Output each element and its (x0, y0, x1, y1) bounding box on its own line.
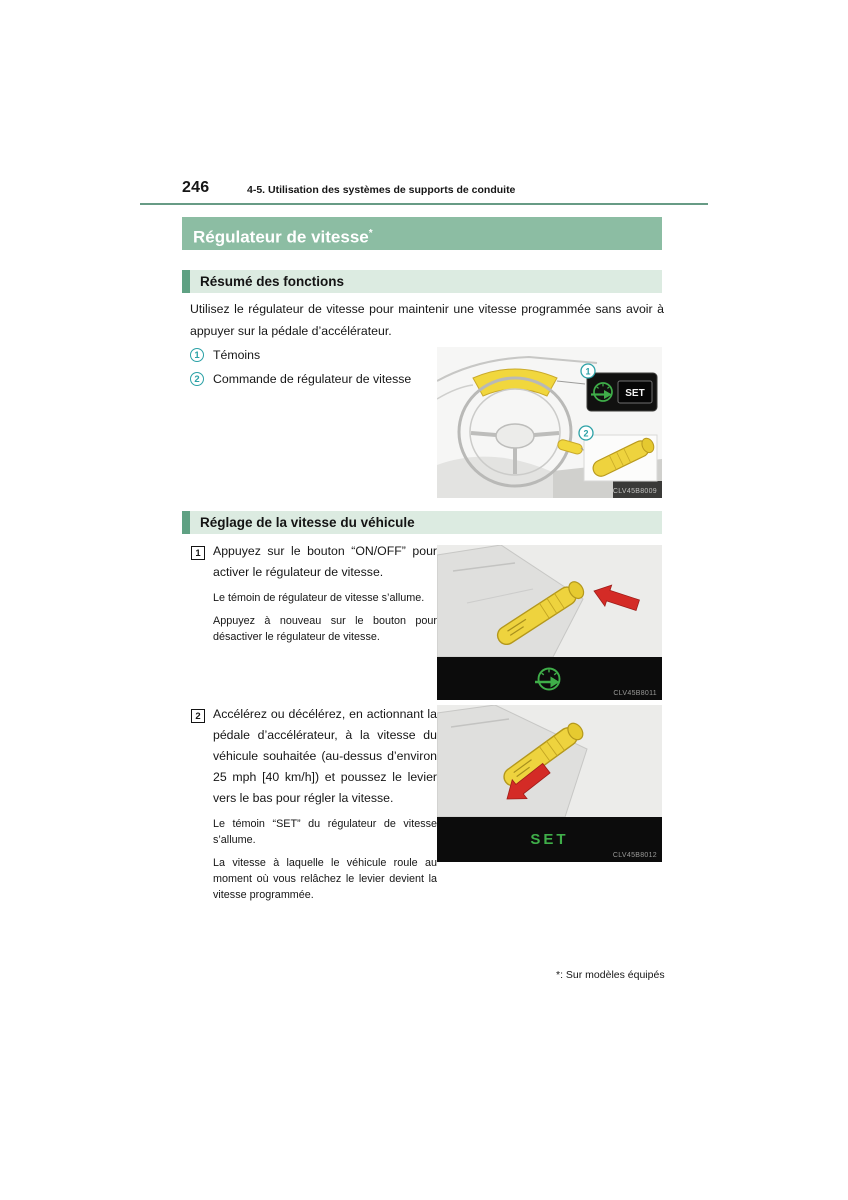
step-2-note-1: Le témoin “SET” du régulateur de vitesse s’allume. (213, 818, 437, 846)
indicator-strip (437, 657, 662, 700)
page-title: Régulateur de vitesse (193, 227, 369, 247)
section-heading-resume: Résumé des fonctions (182, 270, 662, 293)
figure-code: CLV45B8009 (612, 488, 657, 495)
step-2-note-2: La vitesse à laquelle le véhicule roule au moment où vous relâchez le levier devient la vitesse programmée. (213, 857, 437, 901)
indicator-strip (437, 817, 662, 862)
set-indicator-label: SET (530, 831, 569, 848)
step-1-note-2: Appuyez à nouveau sur le bouton pour désactiver le régulateur de vitesse. (213, 615, 437, 643)
step-1-number: 1 (191, 546, 205, 560)
step-2-number: 2 (191, 709, 205, 723)
legend-item-commande (190, 370, 419, 390)
step-1-instruction: Appuyez sur le bouton “ON/OFF” pour activer le régulateur de vitesse. (213, 544, 437, 579)
breadcrumb: 4-5. Utilisation des systèmes de supports de conduite (247, 184, 516, 196)
cruise-indicator-callout (581, 364, 657, 411)
legend-label: Témoins (213, 348, 261, 362)
figure-onoff-button (437, 545, 662, 700)
callout-number-2: 2 (583, 428, 589, 439)
header-rule (140, 203, 708, 205)
figure-code: CLV45B8012 (612, 852, 657, 859)
lever-illustration-set (437, 705, 662, 817)
figure-set-speed (437, 705, 662, 862)
figure-cruise-overview (437, 347, 662, 498)
cruise-indicator-icon (535, 664, 565, 694)
intro-paragraph: Utilisez le régulateur de vitesse pour maintenir une vitesse programmée sans avoir à appuyer sur la pédale d’accélérateur. (190, 302, 664, 338)
callout-number-1: 1 (585, 366, 591, 377)
legend-label: Commande de régulateur de vitesse (213, 372, 412, 386)
section-heading-reglage: Réglage de la vitesse du véhicule (182, 511, 662, 534)
legend-item-temoins (190, 346, 260, 366)
red-arrow-icon (591, 581, 642, 616)
footnote: *: Sur modèles équipés (556, 969, 665, 981)
page-number: 246 (182, 179, 210, 196)
circled-number-1: 1 (190, 348, 204, 362)
circled-number-2: 2 (190, 372, 204, 386)
step-1-text (213, 541, 437, 645)
page-title-banner (182, 217, 662, 250)
set-indicator-label: SET (625, 388, 645, 399)
step-1-note-1: Le témoin de régulateur de vitesse s’allume. (213, 592, 425, 604)
figure-code: CLV45B8011 (613, 690, 657, 697)
step-2-instruction: Accélérez ou décélérez, en actionnant la pédale d’accélérateur, à la vitesse du véhicule souhaitée (au-dessus d’environ 25 mph [40 km/h]) et poussez le levier vers le bas pour régler la vitesse. (213, 707, 437, 805)
title-asterisk: * (368, 228, 373, 239)
steering-wheel-illustration (437, 347, 662, 498)
step-2-text (213, 704, 437, 903)
cruise-lever-callout (579, 426, 657, 481)
lever-illustration-onoff (437, 545, 662, 657)
instrument-cluster-highlight (473, 369, 557, 396)
